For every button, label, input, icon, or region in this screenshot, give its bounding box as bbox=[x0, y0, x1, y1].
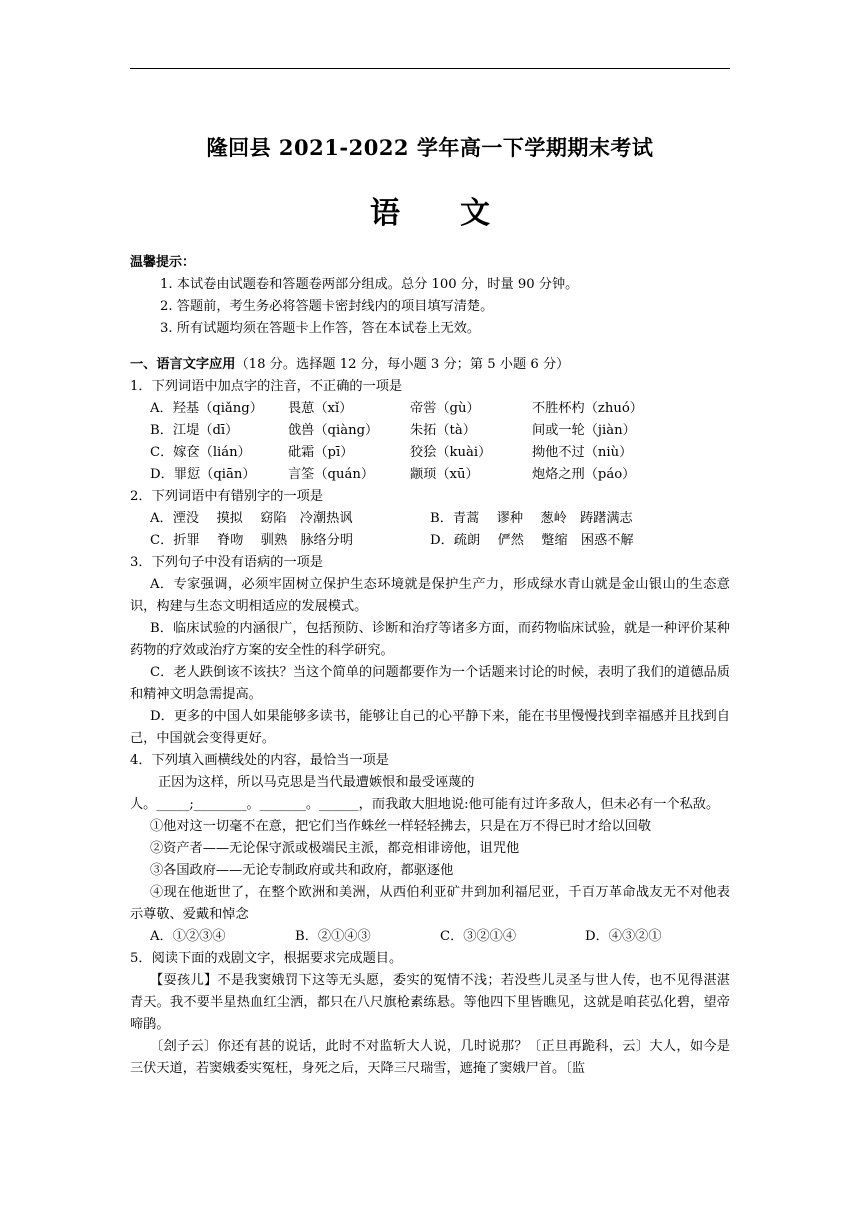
option-cell: B．青蒿 谬种 葱岭 踌躇满志 bbox=[430, 511, 633, 526]
option-row bbox=[130, 442, 730, 464]
question-stem: 2．下列词语中有错别字的一项是 bbox=[130, 489, 324, 504]
tip-item: 2. 答题前，考生务必将答题卡密封线内的项目填写清楚。 bbox=[160, 299, 494, 314]
option-cell: 拗他不过（niù） bbox=[532, 445, 633, 460]
option-cell: 炮烙之刑（páo） bbox=[532, 467, 636, 482]
passage-line: 人。_____;________。_______。______，而我敢大胆地说:他可能有过许多敌人，但未必有一个私敌。 bbox=[130, 797, 720, 812]
subject-title bbox=[0, 188, 860, 232]
subject-char: 文 bbox=[460, 196, 490, 231]
drama-paragraph: 【耍孩儿】不是我窦娥罚下这等无头愿，委实的冤情不浅；若没些儿灵圣与世人传，也不见得湛湛青天。我不要半星热血红尘洒，都只在八尺旗枪素练悬。等他四下里皆瞧见，这就是咱苌弘化碧，望帝啼鹃。 bbox=[130, 973, 730, 1032]
passage-line: 正因为这样，所以马克思是当代最遭嫉恨和最受诬蔑的 bbox=[158, 775, 475, 790]
tip-item: 3. 所有试题均须在答题卡上作答，答在本试卷上无效。 bbox=[160, 321, 481, 336]
option-paragraph: D．更多的中国人如果能够多读书，能够让自己的心平静下来，能在书里慢慢找到幸福感并且找到自己，中国就会变得更好。 bbox=[130, 709, 730, 746]
option-cell: D．疏朗 俨然 蹩缩 困惑不解 bbox=[430, 533, 634, 548]
option-cell: B．江堤（dī） bbox=[150, 423, 239, 438]
option-cell: C．嫁奁（lián） bbox=[150, 445, 251, 460]
option-row bbox=[130, 420, 730, 442]
option-cell: 间或一轮（jiàn） bbox=[532, 423, 636, 438]
tips-heading: 温馨提示： bbox=[130, 255, 196, 270]
option-cell: 言筌（quán） bbox=[288, 467, 375, 482]
option-cell: 颛顼（xū） bbox=[410, 467, 479, 482]
option-cell: 砒霜（pī） bbox=[288, 445, 354, 460]
answer-option: A．①②③④ bbox=[150, 929, 226, 944]
option-cell: D．罪愆（qiān） bbox=[150, 467, 256, 482]
question-stem: 5．阅读下面的戏剧文字，根据要求完成题目。 bbox=[130, 951, 403, 966]
option-row bbox=[130, 464, 730, 486]
option-cell: C．折罪 脊吻 驯熟 脉络分明 bbox=[150, 533, 354, 548]
option-row bbox=[130, 508, 730, 530]
option-paragraph: A．专家强调，必须牢固树立保护生态环境就是保护生产力，形成绿水青山就是金山银山的生态意识，构建与生态文明相适应的发展模式。 bbox=[130, 577, 730, 614]
question-stem: 1．下列词语中加点字的注音，不正确的一项是 bbox=[130, 379, 403, 394]
question-stem: 4．下列填入画横线处的内容，最恰当一项是 bbox=[130, 753, 389, 768]
header-rule bbox=[130, 68, 730, 69]
tip-item: 1. 本试卷由试题卷和答题卷两部分组成。总分 100 分，时量 90 分钟。 bbox=[160, 277, 579, 292]
passage-item: ②资产者——无论保守派或极端民主派，都竞相诽谤他，诅咒他 bbox=[150, 841, 520, 856]
section-note: （18 分。选择题 12 分，每小题 3 分；第 5 小题 6 分） bbox=[235, 357, 570, 372]
option-cell: A．湮没 摸拟 窈陷 冷潮热讽 bbox=[150, 511, 353, 526]
passage-item: ④现在他逝世了，在整个欧洲和美洲，从西伯利亚矿井到加利福尼亚，千百万革命战友无不对他表示尊敬、爱戴和悼念 bbox=[130, 885, 730, 922]
answer-option: C．③②①④ bbox=[440, 929, 517, 944]
exam-content bbox=[130, 252, 730, 1080]
subject-char: 语 bbox=[370, 196, 400, 231]
passage-item: ①他对这一切毫不在意，把它们当作蛛丝一样轻轻拂去，只是在万不得已时才给以回敬 bbox=[150, 819, 652, 834]
option-row bbox=[130, 530, 730, 552]
option-paragraph: C．老人跌倒该不该扶？当这个简单的问题都要作为一个话题来讨论的时候，表明了我们的道德品质和精神文明急需提高。 bbox=[130, 665, 730, 702]
section-title: 一、语言文字应用 bbox=[130, 357, 236, 372]
option-paragraph: B．临床试验的内涵很广，包括预防、诊断和治疗等诸多方面，而药物临床试验，就是一种评价某种药物的疗效或治疗方案的安全性的科学研究。 bbox=[130, 621, 730, 658]
answer-option: D．④③②① bbox=[585, 929, 662, 944]
option-cell: 不胜杯杓（zhuó） bbox=[532, 401, 643, 416]
option-cell: 畏葸（xǐ） bbox=[288, 401, 353, 416]
option-cell: 朱拓（tà） bbox=[410, 423, 476, 438]
option-cell: 戗兽（qiàng） bbox=[288, 423, 379, 438]
option-cell: 狡狯（kuài） bbox=[410, 445, 492, 460]
drama-paragraph: 〔刽子云〕你还有甚的说话，此时不对监斩大人说，几时说那？〔正旦再跪科，云〕大人，如今是三伏天道，若窦娥委实冤枉，身死之后，天降三尺瑞雪，遮掩了窦娥尸首。〔监 bbox=[130, 1039, 730, 1076]
answer-row bbox=[130, 926, 730, 948]
answer-option: B．②①④③ bbox=[295, 929, 371, 944]
section-heading bbox=[130, 354, 730, 376]
passage-item: ③各国政府——无论专制政府或共和政府，都驱逐他 bbox=[150, 863, 454, 878]
exam-title: 隆回县 2021-2022 学年高一下学期期末考试 bbox=[206, 135, 654, 160]
option-row bbox=[130, 398, 730, 420]
question-stem: 3．下列句子中没有语病的一项是 bbox=[130, 555, 324, 570]
option-cell: 帝喾（gù） bbox=[410, 401, 480, 416]
option-cell: A．羟基（qiǎng） bbox=[150, 401, 263, 416]
